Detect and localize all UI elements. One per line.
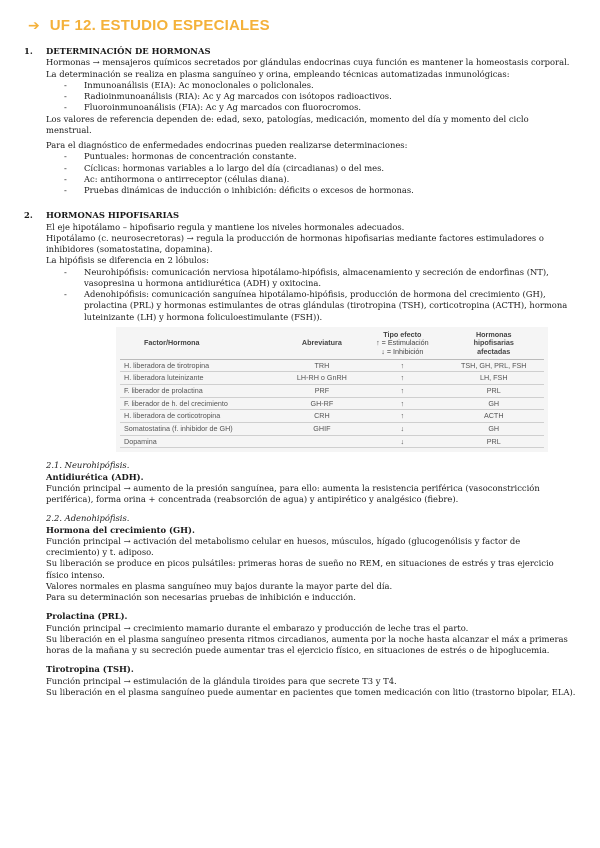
cell-affected: TSH, GH, PRL, FSH	[443, 359, 544, 372]
cell-effect: ↓	[361, 435, 443, 448]
header-abbr: Abreviatura	[283, 329, 362, 359]
cell-affected: GH	[443, 397, 544, 410]
cell-affected: ACTH	[443, 410, 544, 423]
section-2-heading	[24, 210, 576, 221]
table-row	[120, 397, 544, 410]
cell-effect: ↑	[361, 359, 443, 372]
list-item: - Neurohipófisis: comunicación nerviosa hipotálamo-hipófisis, almacenamiento y secreción de endorfinas (NT), vasopresina u hormona antidiurética (ADH) y oxitocina.	[64, 267, 576, 290]
header-effect-down: ↓ = Inhibición	[381, 347, 424, 357]
table-row	[120, 359, 544, 372]
list-item: - Inmunoanálisis (EIA): Ac monoclonales o policlonales.	[64, 80, 576, 91]
determinations-list	[24, 151, 576, 196]
cell-abbr: CRH	[283, 410, 362, 423]
cell-effect: ↑	[361, 372, 443, 385]
cell-abbr	[283, 435, 362, 448]
section-1-body	[24, 57, 576, 80]
table-row	[120, 435, 544, 448]
cell-name: F. liberador de h. del crecimiento	[120, 397, 283, 410]
cell-effect: ↑	[361, 397, 443, 410]
list-item: - Fluoroinmunoanálisis (FIA): Ac y Ag marcados con fluorocromos.	[64, 102, 576, 113]
section-2-title: HORMONAS HIPOFISARIAS	[46, 210, 180, 221]
reference-values: Los valores de referencia dependen de: edad, sexo, patologías, medicación, momento del día y momento del ciclo menstrual.	[46, 113, 529, 135]
list-item: - Pruebas dinámicas de inducción o inhibición: déficits o excesos de hormonas.	[64, 185, 576, 196]
cell-abbr: GHIF	[283, 422, 362, 435]
hypothalamus-text: Hipotálamo (c. neurosecretoras) → regula la producción de hormonas hipofisarias mediante factores estimuladores o inhibidores (somatostatina, dopamina).	[46, 232, 544, 255]
gh-title: Hormona del crecimiento (GH).	[46, 524, 195, 535]
table-header-row	[120, 329, 544, 359]
cell-affected: PRL	[443, 385, 544, 398]
list-item: - Radioinmunoanálisis (RIA): Ac y Ag marcados con isótopos radioactivos.	[64, 91, 576, 102]
header-effect-title: Tipo efecto	[383, 329, 422, 339]
cell-affected: GH	[443, 422, 544, 435]
subsection-2-1-heading: 2.1. Neurohipófisis.	[46, 460, 130, 471]
cell-name: H. liberadora de corticotropina	[120, 410, 283, 423]
cell-abbr: TRH	[283, 359, 362, 372]
tsh-line: Su liberación en el plasma sanguíneo puede aumentar en pacientes que tomen medicación con litio (trastorno bipolar, ELA).	[46, 686, 576, 697]
section-1-title: DETERMINACIÓN DE HORMONAS	[46, 46, 211, 57]
header-affected	[443, 329, 544, 359]
determination-method: La determinación se realiza en plasma sanguíneo y orina, empleando técnicas automatizadas inmunológicas:	[46, 68, 510, 79]
header-affected-line2: hipofisarias	[473, 338, 514, 348]
spacer	[46, 656, 576, 664]
gh-line: Para su determinación son necesarias pruebas de inhibición e inducción.	[46, 592, 356, 602]
table-row	[120, 372, 544, 385]
subsection-2-2-heading: 2.2. Adenohipófisis.	[46, 513, 130, 524]
cell-effect: ↓	[361, 422, 443, 435]
header-affected-line3: afectadas	[477, 347, 511, 357]
table-row	[120, 410, 544, 423]
tsh-title: Tirotropina (TSH).	[46, 664, 134, 675]
list-item: - Adenohipófisis: comunicación sanguínea hipotálamo-hipófisis, producción de hormona del crecimiento (GH), prolactina (PRL) y hormonas estimulantes de otras glándulas (tirotropina (TSH), corticotropina (ACTH), hormona luteinizante (LH) y hormona foliculoestimulante (FSH)).	[64, 289, 576, 323]
list-item: - Puntuales: hormonas de concentración constante.	[64, 151, 576, 162]
section-2-body	[24, 222, 576, 267]
gh-line: Función principal → activación del metabolismo celular en huesos, músculos, hígado (glucogenólisis y factor de crecimiento) y t. adiposo.	[46, 535, 521, 557]
spacer	[46, 603, 576, 611]
section-1-heading	[24, 46, 576, 57]
cell-effect: ↑	[361, 410, 443, 423]
section-1-body-2	[24, 114, 576, 152]
cell-name: H. liberadora de tirotropina	[120, 359, 283, 372]
section-2-number: 2.	[24, 210, 33, 221]
gh-line: Su liberación se produce en picos pulsátiles: primeras horas de sueño no REM, en situaciones de estrés y tras ejercicio físico intenso.	[46, 558, 554, 580]
techniques-list	[24, 80, 576, 114]
table-row	[120, 385, 544, 398]
diagnosis-intro: Para el diagnóstico de enfermedades endocrinas pueden realizarse determinaciones:	[46, 140, 408, 151]
cell-affected: LH, FSH	[443, 372, 544, 385]
hormone-table	[120, 329, 544, 448]
cell-abbr: GH-RF	[283, 397, 362, 410]
axis-regulation: El eje hipotálamo – hipofisario regula y mantiene los niveles hormonales adecuados.	[46, 221, 405, 232]
cell-abbr: LH-RH o GnRH	[283, 372, 362, 385]
pituitary-lobes-intro: La hipófisis se diferencia en 2 lóbulos:	[46, 255, 209, 266]
prl-line: Función principal → crecimiento mamario durante el embarazo y producción de leche tras el parto.	[46, 622, 469, 633]
cell-effect: ↑	[361, 385, 443, 398]
section-1-number: 1.	[24, 46, 33, 57]
cell-affected: PRL	[443, 435, 544, 448]
cell-name: Dopamina	[120, 435, 283, 448]
prl-line: Su liberación en el plasma sanguíneo presenta ritmos circadianos, aumenta por la noche hasta alcanzar el máx a primeras horas de la mañana y su secreción puede aumentar tras el ejercicio físico, en situaciones de estrés o de hipoglucemia.	[46, 633, 568, 655]
spacer	[24, 196, 576, 204]
hormone-table-image	[116, 327, 548, 452]
gh-line: Valores normales en plasma sanguíneo muy bajos durante la mayor parte del día.	[46, 580, 393, 591]
subsection-2-2-body	[24, 525, 576, 699]
page-title: UF 12. ESTUDIO ESPECIALES	[49, 17, 270, 34]
cell-name: Somatostatina (f. inhibidor de GH)	[120, 422, 283, 435]
hormones-definition: Hormonas → mensajeros químicos secretados por glándulas endocrinas cuya función es mantener la homeostasis corporal.	[46, 57, 570, 68]
arrow-icon: ➔	[28, 17, 40, 34]
list-item: - Ac: antihormona o antirreceptor (células diana).	[64, 174, 576, 185]
header-effect	[361, 329, 443, 359]
cell-name: H. liberadora luteinizante	[120, 372, 283, 385]
header-affected-line1: Hormonas	[475, 329, 512, 339]
header-factor: Factor/Hormona	[120, 329, 283, 359]
subsection-2-1-body	[24, 472, 576, 506]
adh-title: Antidiurética (ADH).	[46, 471, 144, 482]
adh-text: Función principal → aumento de la presión sanguínea, para ello: aumenta la resistencia periférica (vasoconstricción periférica), forma orina + concentrada (reabsorción de agua) y antipirético y analgésico (fiebre).	[46, 482, 540, 504]
lobes-list	[24, 267, 576, 323]
title-row	[28, 16, 576, 36]
cell-name: F. liberador de prolactina	[120, 385, 283, 398]
cell-abbr: PRF	[283, 385, 362, 398]
header-effect-up: ↑ = Estimulación	[376, 338, 429, 348]
table-row	[120, 422, 544, 435]
list-item: - Cíclicas: hormonas variables a lo largo del día (circadianas) o del mes.	[64, 163, 576, 174]
tsh-line: Función principal → estimulación de la glándula tiroides para que secrete T3 y T4.	[46, 675, 397, 686]
prl-title: Prolactina (PRL).	[46, 611, 128, 622]
